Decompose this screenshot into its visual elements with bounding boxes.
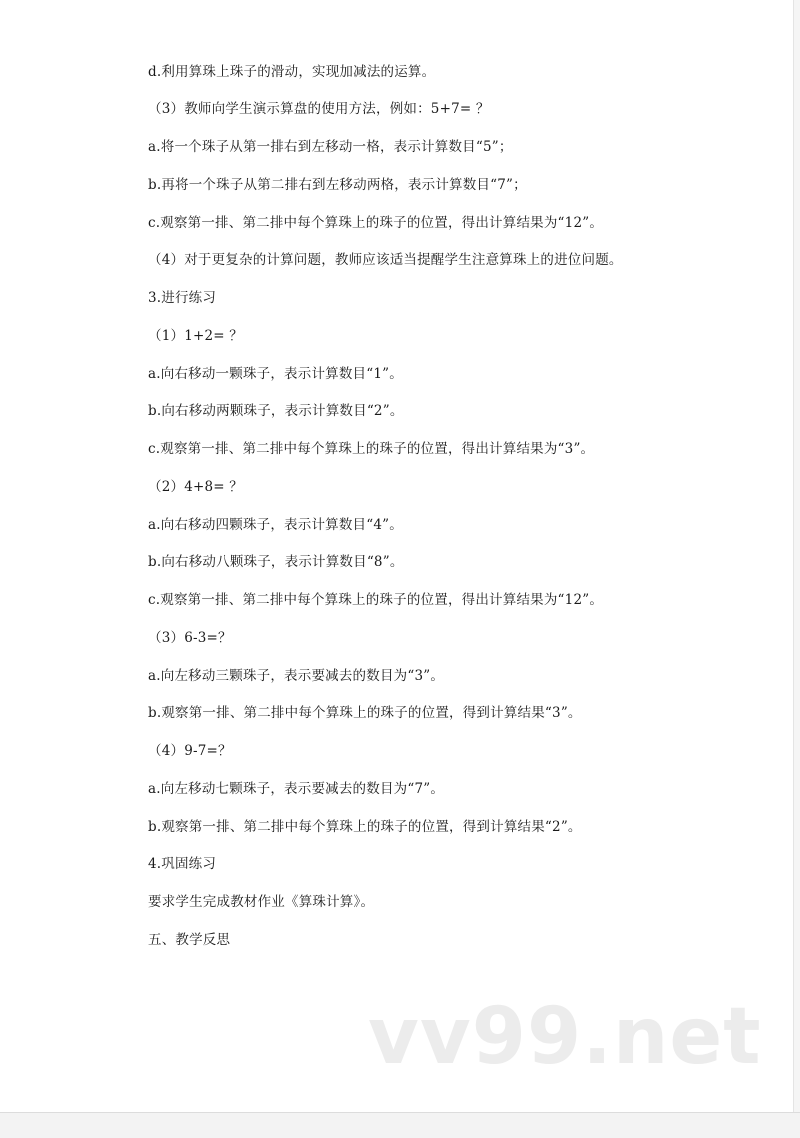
text-line: a.向左移动七颗珠子，表示要减去的数目为“7”。 bbox=[148, 781, 445, 797]
bottom-bar bbox=[0, 1112, 800, 1138]
text-line: a.将一个珠子从第一排右到左移动一格，表示计算数目“5”； bbox=[148, 139, 513, 155]
text-line: c.观察第一排、第二排中每个算珠上的珠子的位置，得出计算结果为“3”。 bbox=[148, 441, 595, 457]
text-line: （2）4+8= ？ bbox=[148, 479, 243, 495]
section-heading: 五、教学反思 bbox=[148, 932, 231, 948]
text-line: b.向右移动两颗珠子，表示计算数目“2”。 bbox=[148, 403, 404, 419]
text-line: d.利用算珠上珠子的滑动，实现加减法的运算。 bbox=[148, 64, 436, 80]
text-line: （4）9-7=？ bbox=[148, 743, 232, 759]
section-heading: 3.进行练习 bbox=[148, 290, 217, 306]
text-line: a.向左移动三颗珠子，表示要减去的数目为“3”。 bbox=[148, 668, 445, 684]
text-line: b.观察第一排、第二排中每个算珠上的珠子的位置，得到计算结果“2”。 bbox=[148, 819, 582, 835]
text-line: （3）6-3=？ bbox=[148, 630, 232, 646]
text-line: c.观察第一排、第二排中每个算珠上的珠子的位置，得出计算结果为“12”。 bbox=[148, 592, 604, 608]
watermark: vv99.net bbox=[368, 992, 762, 1082]
text-line: b.再将一个珠子从第二排右到左移动两格，表示计算数目“7”； bbox=[148, 177, 527, 193]
text-line: b.向右移动八颗珠子，表示计算数目“8”。 bbox=[148, 554, 404, 570]
text-line: 要求学生完成教材作业《算珠计算》。 bbox=[148, 894, 375, 910]
text-line: a.向右移动四颗珠子，表示计算数目“4”。 bbox=[148, 517, 403, 533]
text-line: a.向右移动一颗珠子，表示计算数目“1”。 bbox=[148, 366, 403, 382]
section-heading: 4.巩固练习 bbox=[148, 856, 217, 872]
text-line: （1）1+2= ？ bbox=[148, 328, 243, 344]
text-line: b.观察第一排、第二排中每个算珠上的珠子的位置，得到计算结果“3”。 bbox=[148, 705, 582, 721]
page-edge bbox=[793, 0, 800, 1112]
text-line: c.观察第一排、第二排中每个算珠上的珠子的位置，得出计算结果为“12”。 bbox=[148, 215, 604, 231]
text-line: （3）教师向学生演示算盘的使用方法，例如：5+7= ？ bbox=[148, 101, 490, 117]
text-line: （4）对于更复杂的计算问题，教师应该适当提醒学生注意算珠上的进位问题。 bbox=[148, 252, 623, 268]
